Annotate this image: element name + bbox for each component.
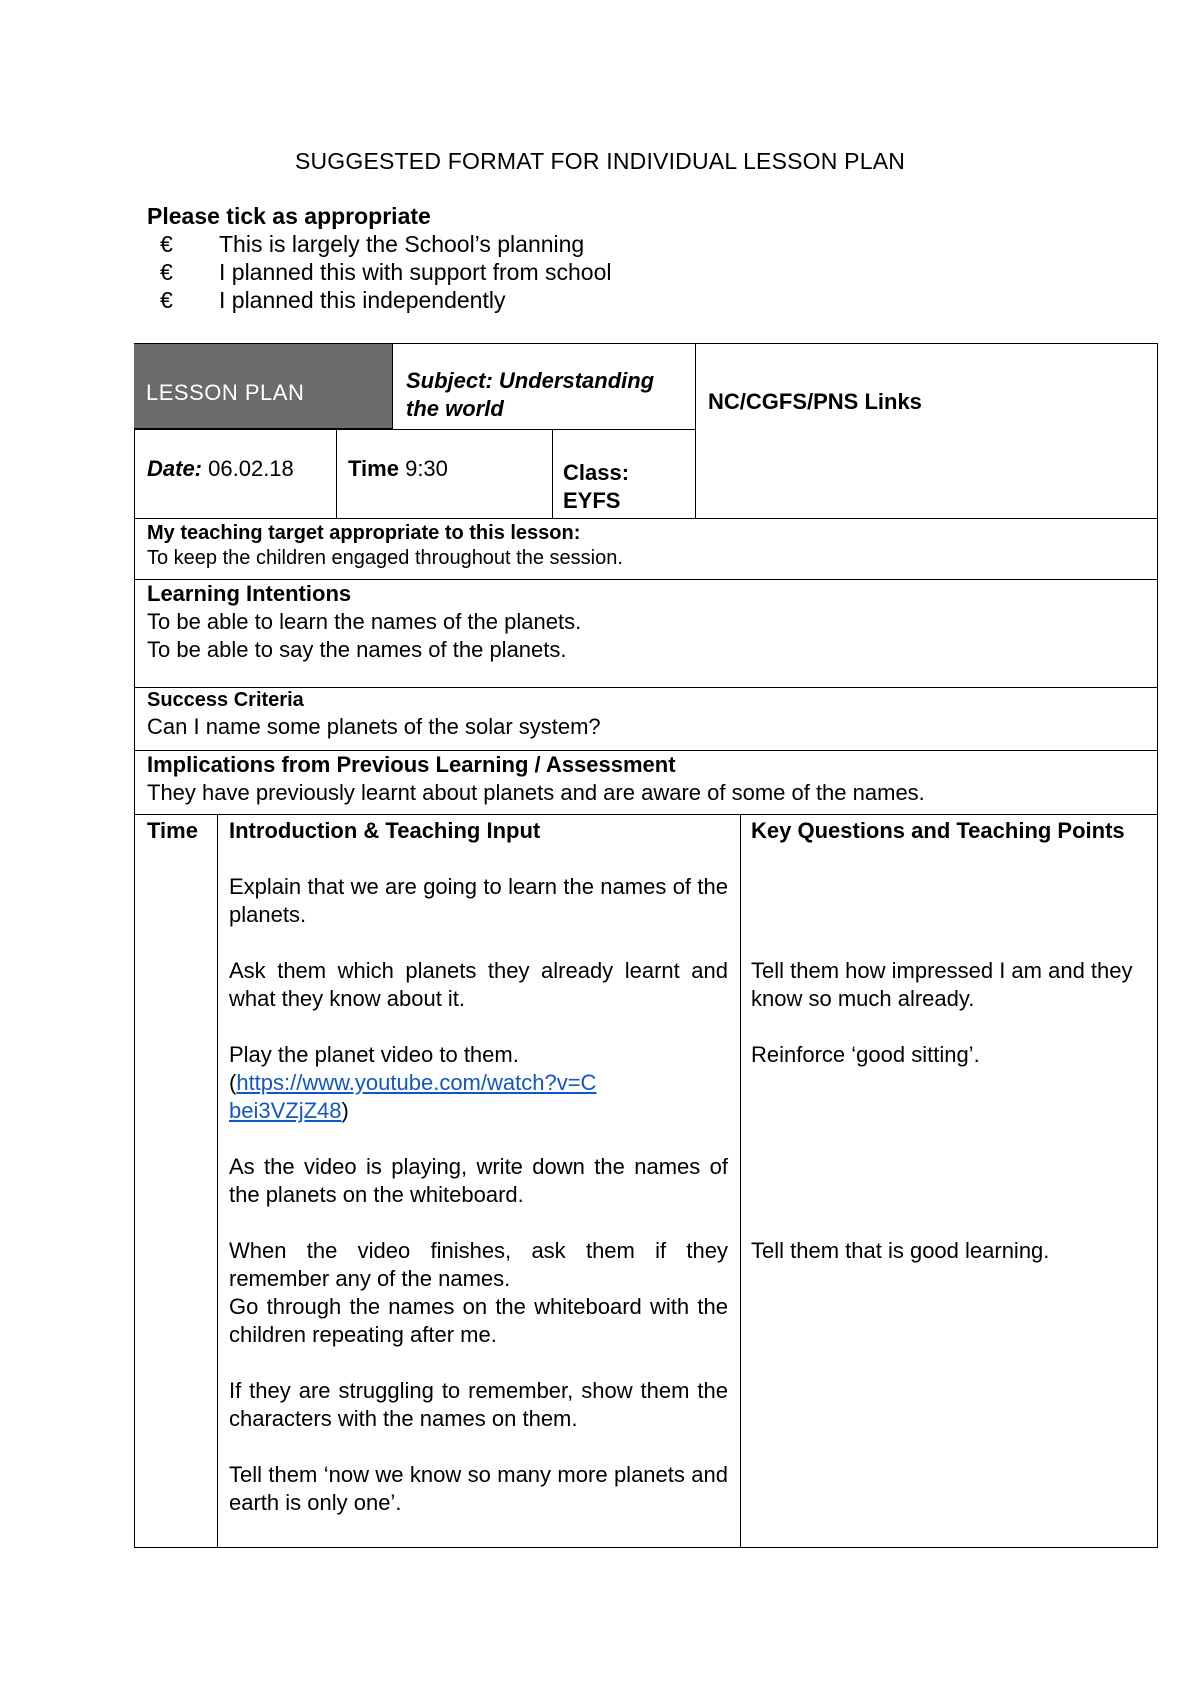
implications-label: Implications from Previous Learning / Assessment — [147, 752, 676, 777]
teaching-target-label: My teaching target appropriate to this lesson: — [147, 522, 581, 544]
intro-paragraph: If they are struggling to remember, show them the characters with the names on them. — [229, 1378, 728, 1431]
time-field — [348, 455, 448, 483]
learning-intentions-label: Learning Intentions — [147, 581, 352, 606]
time-value: 9:30 — [405, 456, 448, 481]
checkbox-icon[interactable]: € — [160, 259, 173, 285]
link-paren: ) — [341, 1098, 349, 1123]
key-point: Tell them how impressed I am and they know so much already. — [751, 958, 1133, 1011]
intro-column-header: Introduction & Teaching Input — [229, 818, 541, 843]
intro-paragraph-video — [229, 1041, 728, 1125]
page-title: SUGGESTED FORMAT FOR INDIVIDUAL LESSON PLAN — [294, 148, 906, 174]
intro-paragraph: Tell them ‘now we know so many more planets and earth is only one’. — [229, 1462, 728, 1515]
checkbox-icon[interactable]: € — [160, 287, 173, 313]
intro-paragraph: Explain that we are going to learn the names of the planets. — [229, 874, 728, 927]
video-link-line — [229, 1069, 599, 1125]
key-point: Tell them that is good learning. — [751, 1238, 1050, 1263]
divider — [336, 429, 337, 519]
tick-option-school[interactable] — [160, 231, 585, 258]
learning-intention-item: To be able to say the names of the planets. — [147, 637, 567, 662]
divider — [740, 814, 741, 1547]
nc-links-label: NC/CGFS/PNS Links — [708, 389, 922, 414]
teaching-target — [147, 521, 1147, 571]
class-value: EYFS — [563, 488, 621, 513]
date-label: Date: — [147, 456, 203, 481]
implications — [147, 751, 1152, 807]
tick-option-label: I planned this with support from school — [219, 259, 612, 285]
key-questions-column-header: Key Questions and Teaching Points — [751, 818, 1125, 843]
divider — [217, 814, 218, 1547]
learning-intentions — [147, 580, 1147, 664]
checkbox-icon[interactable]: € — [160, 231, 173, 257]
tick-heading: Please tick as appropriate — [147, 203, 431, 229]
success-criteria-label: Success Criteria — [147, 689, 304, 711]
intro-paragraph: Play the planet video to them. — [229, 1042, 519, 1067]
key-point: Reinforce ‘good sitting’. — [751, 1042, 980, 1067]
intro-paragraph: When the video finishes, ask them if they remember any of the names. — [229, 1238, 728, 1291]
date-field — [147, 455, 294, 483]
success-criteria-text: Can I name some planets of the solar system? — [147, 714, 601, 739]
intro-paragraph: Ask them which planets they already learnt and what they know about it. — [229, 958, 728, 1011]
intro-paragraph: As the video is playing, write down the names of the planets on the whiteboard. — [229, 1154, 728, 1207]
intro-paragraph: Go through the names on the whiteboard with the children repeating after me. — [229, 1294, 728, 1347]
lesson-plan-label: LESSON PLAN — [146, 380, 305, 405]
lesson-plan-header — [134, 344, 393, 429]
divider — [134, 429, 696, 430]
divider — [134, 518, 1158, 519]
tick-option-independent[interactable] — [160, 287, 506, 314]
tick-option-label: This is largely the School’s planning — [219, 231, 585, 257]
time-column-header: Time — [147, 818, 198, 843]
video-link[interactable]: https://www.youtube.com/watch?v=Cbei3VZjZ48 — [229, 1070, 597, 1123]
divider — [134, 814, 1158, 815]
link-paren: ( — [229, 1070, 237, 1095]
teaching-target-text: To keep the children engaged throughout the session. — [147, 547, 623, 569]
divider — [552, 429, 553, 519]
tick-option-support[interactable] — [160, 259, 612, 286]
tick-option-label: I planned this independently — [219, 287, 506, 313]
divider — [392, 344, 393, 429]
learning-intention-item: To be able to learn the names of the planets. — [147, 609, 582, 634]
subject-label: Subject: Understanding the world — [406, 368, 655, 421]
success-criteria — [147, 688, 1147, 741]
time-label: Time — [348, 456, 399, 481]
divider — [695, 344, 696, 519]
class-field — [563, 459, 629, 515]
implications-text: They have previously learnt about planets and are aware of some of the names. — [147, 780, 925, 805]
class-label: Class: — [563, 460, 630, 485]
date-value: 06.02.18 — [208, 456, 294, 481]
